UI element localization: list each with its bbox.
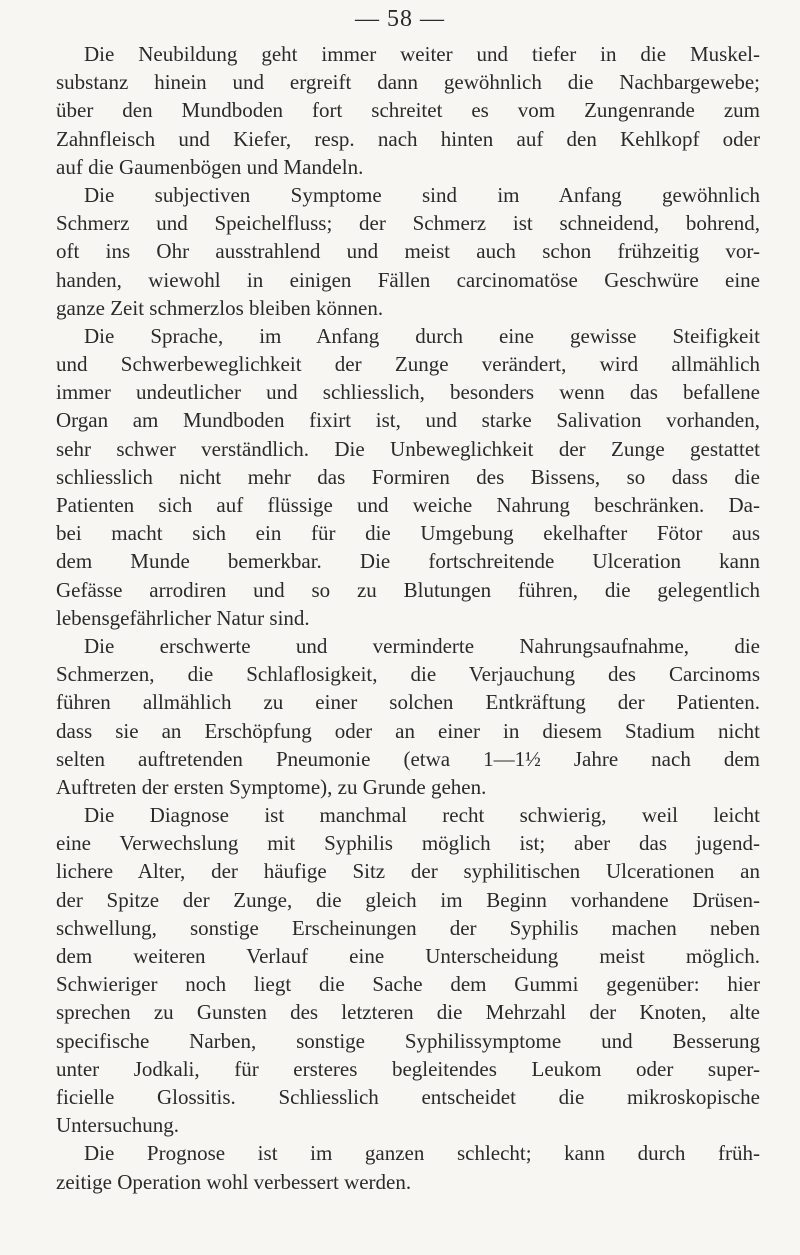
- paragraph: [56, 801, 760, 1139]
- text-line: handen, wiewohl in einigen Fällen carcinomatöse Geschwüre eine: [56, 267, 760, 292]
- text-line: Die Sprache, im Anfang durch eine gewisse Steifigkeit: [84, 323, 760, 348]
- text-line: Zahnfleisch und Kiefer, resp. nach hinten auf den Kehlkopf oder: [56, 126, 760, 151]
- text-line: auf die Gaumenbögen und Mandeln.: [56, 154, 364, 179]
- paragraph: [56, 322, 760, 632]
- text-line: substanz hinein und ergreift dann gewöhnlich die Nachbargewebe;: [56, 70, 760, 95]
- text-line: dass sie an Erschöpfung oder an einer in diesem Stadium nicht: [56, 718, 760, 743]
- text-line: lebensgefährlicher Natur sind.: [56, 605, 310, 630]
- text-line: führen allmählich zu einer solchen Entkräftung der Patienten.: [56, 690, 760, 715]
- text-line: unter Jodkali, für ersteres begleitendes Leukom oder super-: [56, 1056, 760, 1081]
- text-line: Die Neubildung geht immer weiter und tiefer in die Muskel-: [84, 42, 760, 66]
- text-line: zeitige Operation wohl verbessert werden.: [56, 1169, 412, 1194]
- text-line: der Spitze der Zunge, die gleich im Beginn vorhandene Drüsen-: [56, 887, 760, 912]
- text-line: ficielle Glossitis. Schliesslich entscheidet die mikroskopische: [56, 1084, 760, 1109]
- text-line: sprechen zu Gunsten des letzteren die Mehrzahl der Knoten, alte: [56, 1000, 760, 1025]
- text-line: Patienten sich auf flüssige und weiche Nahrung beschränken. Da-: [56, 493, 760, 517]
- text-line: immer undeutlicher und schliesslich, besonders wenn das befallene: [56, 380, 760, 405]
- text-line: dem Munde bemerkbar. Die fortschreitende Ulceration kann: [56, 549, 760, 574]
- text-line: Schwieriger noch liegt die Sache dem Gummi gegenüber: hier: [56, 972, 760, 997]
- text-line: Schmerzen, die Schlaflosigkeit, die Verjauchung des Carcinoms: [56, 662, 760, 687]
- text-line: dem weiteren Verlauf eine Unterscheidung meist möglich.: [56, 944, 760, 968]
- text-line: lichere Alter, der häufige Sitz der syphilitischen Ulcerationen an: [56, 859, 760, 884]
- text-line: Die Diagnose ist manchmal recht schwierig, weil leicht: [84, 803, 760, 828]
- text-line: und Schwerbeweglichkeit der Zunge verändert, wird allmählich: [56, 352, 760, 377]
- text-line: selten auftretenden Pneumonie (etwa 1—1½ Jahre nach dem: [56, 746, 760, 771]
- text-line: Schmerz und Speichelfluss; der Schmerz ist schneidend, bohrend,: [56, 211, 760, 236]
- text-line: Untersuchung.: [56, 1113, 180, 1138]
- text-line: Die Prognose ist im ganzen schlecht; kann durch früh-: [84, 1141, 760, 1166]
- paragraph: [56, 181, 760, 322]
- text-line: ganze Zeit schmerzlos bleiben können.: [56, 295, 384, 320]
- body-text: [56, 40, 760, 1196]
- paragraph: [56, 1139, 760, 1195]
- text-line: Die subjectiven Symptome sind im Anfang gewöhnlich: [84, 182, 760, 207]
- paragraph: [56, 632, 760, 801]
- text-line: sehr schwer verständlich. Die Unbeweglichkeit der Zunge gestattet: [56, 436, 760, 461]
- text-line: eine Verwechslung mit Syphilis möglich ist; aber das jugend-: [56, 831, 760, 856]
- text-line: Organ am Mundboden fixirt ist, und starke Salivation vorhanden,: [56, 408, 760, 433]
- text-line: bei macht sich ein für die Umgebung ekelhafter Fötor aus: [56, 521, 760, 546]
- text-line: Die erschwerte und verminderte Nahrungsaufnahme, die: [84, 633, 760, 658]
- text-line: Auftreten der ersten Symptome), zu Grunde gehen.: [56, 774, 487, 799]
- text-line: schliesslich nicht mehr das Formiren des Bissens, so dass die: [56, 464, 760, 489]
- paragraph: [56, 40, 760, 181]
- text-line: specifische Narben, sonstige Syphilissymptome und Besserung: [56, 1028, 760, 1053]
- text-line: schwellung, sonstige Erscheinungen der Syphilis machen neben: [56, 915, 760, 940]
- page-number: — 58 —: [355, 6, 445, 32]
- text-line: oft ins Ohr ausstrahlend und meist auch schon frühzeitig vor-: [56, 239, 760, 264]
- text-line: über den Mundboden fort schreitet es vom Zungenrande zum: [56, 98, 760, 123]
- text-line: Gefässe arrodiren und so zu Blutungen führen, die gelegentlich: [56, 577, 760, 602]
